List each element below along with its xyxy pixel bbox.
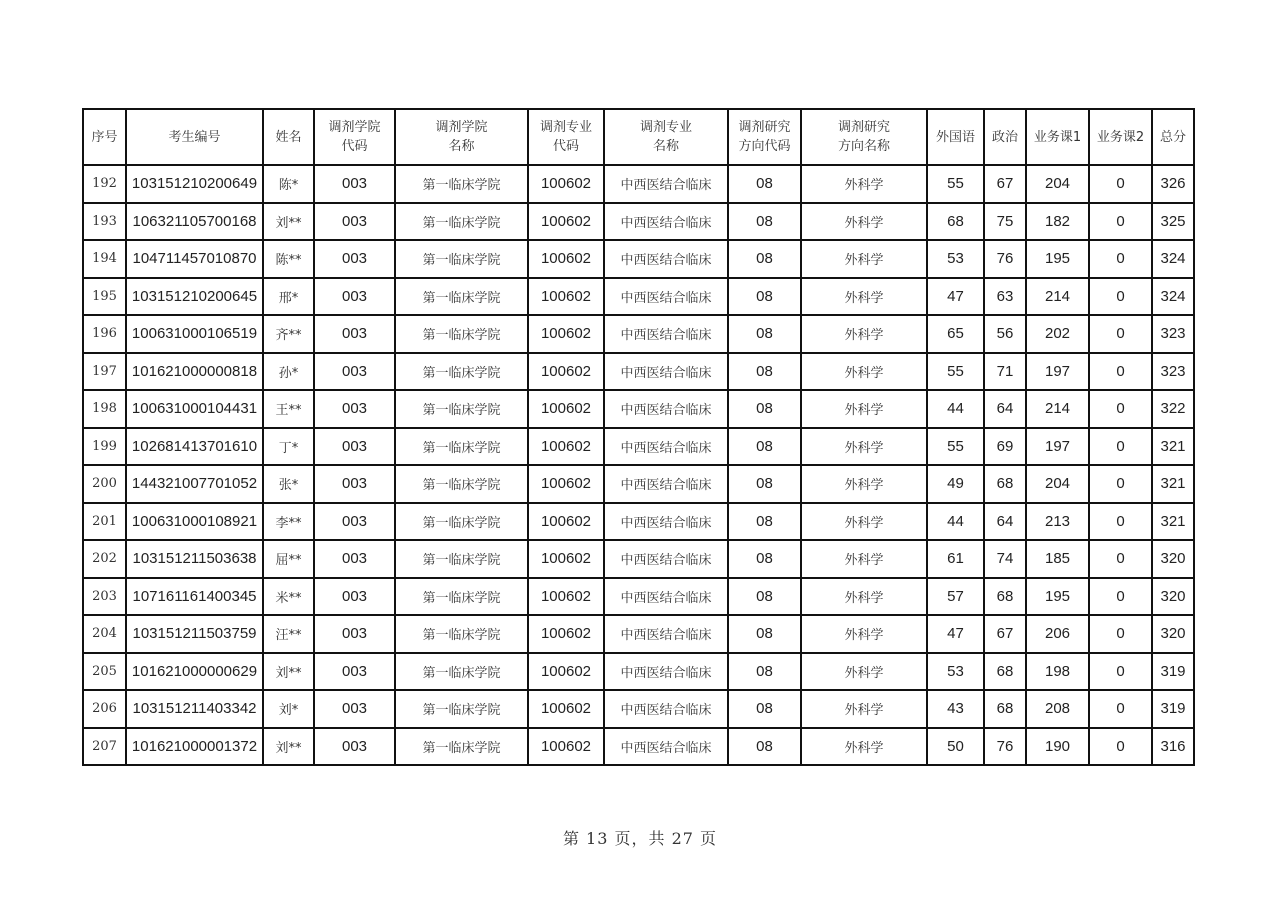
cell-direction-code: 08 [728, 503, 801, 541]
cell-exam-id: 100631000108921 [126, 503, 263, 541]
cell-subject-1: 204 [1026, 165, 1089, 203]
cell-politics: 68 [984, 690, 1026, 728]
cell-politics: 68 [984, 653, 1026, 691]
cell-major-code: 100602 [528, 203, 604, 241]
cell-major-code: 100602 [528, 728, 604, 766]
table-row [83, 653, 1194, 691]
cell-direction-code: 08 [728, 728, 801, 766]
table-row [83, 240, 1194, 278]
cell-subject-2: 0 [1089, 653, 1152, 691]
cell-direction-code: 08 [728, 615, 801, 653]
cell-exam-id: 101621000001372 [126, 728, 263, 766]
cell-direction-code: 08 [728, 390, 801, 428]
cell-direction-name: 外科学 [801, 465, 927, 503]
cell-subject-2: 0 [1089, 278, 1152, 316]
header-subject-1: 业务课1 [1026, 109, 1089, 165]
cell-foreign-language: 65 [927, 315, 984, 353]
header-major-name: 调剂专业 名称 [604, 109, 728, 165]
cell-college-code: 003 [314, 428, 395, 466]
cell-college-code: 003 [314, 578, 395, 616]
cell-seq: 193 [83, 203, 126, 241]
cell-total: 319 [1152, 690, 1194, 728]
cell-seq: 196 [83, 315, 126, 353]
cell-direction-name: 外科学 [801, 278, 927, 316]
cell-foreign-language: 47 [927, 278, 984, 316]
cell-major-code: 100602 [528, 390, 604, 428]
cell-name: 屈** [263, 540, 314, 578]
cell-subject-2: 0 [1089, 390, 1152, 428]
cell-seq: 207 [83, 728, 126, 766]
cell-college-name: 第一临床学院 [395, 578, 528, 616]
cell-direction-name: 外科学 [801, 615, 927, 653]
cell-direction-name: 外科学 [801, 315, 927, 353]
cell-major-name: 中西医结合临床 [604, 728, 728, 766]
cell-total: 321 [1152, 503, 1194, 541]
cell-total: 319 [1152, 653, 1194, 691]
cell-seq: 203 [83, 578, 126, 616]
cell-subject-1: 214 [1026, 390, 1089, 428]
cell-college-code: 003 [314, 278, 395, 316]
cell-foreign-language: 47 [927, 615, 984, 653]
cell-college-code: 003 [314, 728, 395, 766]
cell-direction-code: 08 [728, 240, 801, 278]
cell-subject-1: 197 [1026, 428, 1089, 466]
cell-direction-code: 08 [728, 540, 801, 578]
table-row [83, 353, 1194, 391]
table-row [83, 728, 1194, 766]
table-row [83, 390, 1194, 428]
cell-major-name: 中西医结合临床 [604, 428, 728, 466]
cell-total: 316 [1152, 728, 1194, 766]
cell-name: 齐** [263, 315, 314, 353]
cell-seq: 202 [83, 540, 126, 578]
cell-total: 324 [1152, 240, 1194, 278]
cell-name: 刘** [263, 203, 314, 241]
table-row [83, 503, 1194, 541]
cell-college-name: 第一临床学院 [395, 353, 528, 391]
cell-major-code: 100602 [528, 540, 604, 578]
table-body [83, 165, 1194, 765]
cell-college-code: 003 [314, 353, 395, 391]
cell-seq: 206 [83, 690, 126, 728]
cell-direction-code: 08 [728, 428, 801, 466]
cell-college-name: 第一临床学院 [395, 615, 528, 653]
cell-college-name: 第一临床学院 [395, 728, 528, 766]
cell-major-name: 中西医结合临床 [604, 465, 728, 503]
cell-total: 323 [1152, 353, 1194, 391]
cell-politics: 64 [984, 390, 1026, 428]
cell-total: 325 [1152, 203, 1194, 241]
header-exam-id: 考生编号 [126, 109, 263, 165]
cell-direction-name: 外科学 [801, 203, 927, 241]
cell-subject-1: 214 [1026, 278, 1089, 316]
table-row [83, 690, 1194, 728]
cell-direction-code: 08 [728, 315, 801, 353]
cell-foreign-language: 43 [927, 690, 984, 728]
table-row [83, 203, 1194, 241]
cell-direction-code: 08 [728, 690, 801, 728]
cell-college-name: 第一临床学院 [395, 165, 528, 203]
cell-foreign-language: 55 [927, 353, 984, 391]
cell-direction-name: 外科学 [801, 728, 927, 766]
cell-college-name: 第一临床学院 [395, 690, 528, 728]
cell-name: 王** [263, 390, 314, 428]
cell-major-name: 中西医结合临床 [604, 240, 728, 278]
cell-total: 322 [1152, 390, 1194, 428]
cell-seq: 199 [83, 428, 126, 466]
cell-name: 汪** [263, 615, 314, 653]
cell-name: 陈** [263, 240, 314, 278]
cell-college-name: 第一临床学院 [395, 653, 528, 691]
cell-name: 米** [263, 578, 314, 616]
cell-politics: 67 [984, 165, 1026, 203]
cell-exam-id: 103151210200645 [126, 278, 263, 316]
cell-major-name: 中西医结合临床 [604, 203, 728, 241]
cell-politics: 74 [984, 540, 1026, 578]
cell-direction-code: 08 [728, 653, 801, 691]
cell-major-code: 100602 [528, 315, 604, 353]
cell-college-name: 第一临床学院 [395, 503, 528, 541]
cell-college-name: 第一临床学院 [395, 278, 528, 316]
cell-exam-id: 103151211403342 [126, 690, 263, 728]
cell-name: 李** [263, 503, 314, 541]
page-number: 第 13 页，共 27 页 [562, 829, 718, 848]
header-direction-name: 调剂研究 方向名称 [801, 109, 927, 165]
cell-foreign-language: 44 [927, 503, 984, 541]
header-politics: 政治 [984, 109, 1026, 165]
cell-college-name: 第一临床学院 [395, 315, 528, 353]
cell-exam-id: 103151210200649 [126, 165, 263, 203]
table-row [83, 315, 1194, 353]
cell-subject-2: 0 [1089, 503, 1152, 541]
cell-college-name: 第一临床学院 [395, 240, 528, 278]
cell-foreign-language: 68 [927, 203, 984, 241]
cell-major-code: 100602 [528, 353, 604, 391]
cell-direction-code: 08 [728, 578, 801, 616]
cell-major-name: 中西医结合临床 [604, 503, 728, 541]
cell-seq: 197 [83, 353, 126, 391]
table-row [83, 615, 1194, 653]
cell-politics: 56 [984, 315, 1026, 353]
cell-college-name: 第一临床学院 [395, 465, 528, 503]
cell-major-name: 中西医结合临床 [604, 278, 728, 316]
cell-total: 326 [1152, 165, 1194, 203]
header-name: 姓名 [263, 109, 314, 165]
cell-direction-name: 外科学 [801, 240, 927, 278]
cell-college-code: 003 [314, 465, 395, 503]
cell-direction-code: 08 [728, 465, 801, 503]
cell-subject-1: 213 [1026, 503, 1089, 541]
cell-foreign-language: 49 [927, 465, 984, 503]
cell-direction-name: 外科学 [801, 653, 927, 691]
cell-college-code: 003 [314, 240, 395, 278]
cell-direction-code: 08 [728, 165, 801, 203]
header-foreign-language: 外国语 [927, 109, 984, 165]
admission-table [82, 108, 1195, 766]
cell-total: 323 [1152, 315, 1194, 353]
cell-direction-name: 外科学 [801, 353, 927, 391]
cell-politics: 76 [984, 240, 1026, 278]
cell-seq: 205 [83, 653, 126, 691]
cell-college-code: 003 [314, 690, 395, 728]
cell-exam-id: 106321105700168 [126, 203, 263, 241]
cell-foreign-language: 55 [927, 165, 984, 203]
cell-foreign-language: 53 [927, 240, 984, 278]
cell-college-name: 第一临床学院 [395, 203, 528, 241]
header-row [83, 109, 1194, 165]
cell-subject-2: 0 [1089, 240, 1152, 278]
cell-exam-id: 100631000106519 [126, 315, 263, 353]
cell-major-code: 100602 [528, 240, 604, 278]
cell-major-code: 100602 [528, 690, 604, 728]
cell-subject-2: 0 [1089, 690, 1152, 728]
cell-major-name: 中西医结合临床 [604, 165, 728, 203]
cell-college-code: 003 [314, 653, 395, 691]
cell-seq: 200 [83, 465, 126, 503]
header-subject-2: 业务课2 [1089, 109, 1152, 165]
header-total: 总分 [1152, 109, 1194, 165]
cell-politics: 68 [984, 578, 1026, 616]
cell-total: 320 [1152, 578, 1194, 616]
cell-subject-2: 0 [1089, 428, 1152, 466]
cell-major-name: 中西医结合临床 [604, 690, 728, 728]
cell-major-code: 100602 [528, 578, 604, 616]
table-row [83, 278, 1194, 316]
cell-name: 邢* [263, 278, 314, 316]
cell-college-code: 003 [314, 315, 395, 353]
cell-total: 320 [1152, 615, 1194, 653]
cell-name: 刘** [263, 653, 314, 691]
cell-politics: 63 [984, 278, 1026, 316]
cell-exam-id: 101621000000629 [126, 653, 263, 691]
cell-subject-1: 195 [1026, 240, 1089, 278]
cell-college-name: 第一临床学院 [395, 390, 528, 428]
cell-politics: 75 [984, 203, 1026, 241]
cell-direction-name: 外科学 [801, 390, 927, 428]
cell-subject-2: 0 [1089, 578, 1152, 616]
cell-major-name: 中西医结合临床 [604, 578, 728, 616]
cell-direction-code: 08 [728, 278, 801, 316]
cell-major-name: 中西医结合临床 [604, 315, 728, 353]
cell-direction-name: 外科学 [801, 540, 927, 578]
cell-exam-id: 104711457010870 [126, 240, 263, 278]
cell-direction-code: 08 [728, 203, 801, 241]
cell-politics: 64 [984, 503, 1026, 541]
cell-subject-1: 190 [1026, 728, 1089, 766]
cell-politics: 68 [984, 465, 1026, 503]
cell-subject-1: 182 [1026, 203, 1089, 241]
cell-subject-2: 0 [1089, 540, 1152, 578]
cell-subject-2: 0 [1089, 465, 1152, 503]
cell-major-code: 100602 [528, 165, 604, 203]
header-direction-code: 调剂研究 方向代码 [728, 109, 801, 165]
cell-exam-id: 101621000000818 [126, 353, 263, 391]
cell-total: 320 [1152, 540, 1194, 578]
cell-foreign-language: 61 [927, 540, 984, 578]
table-header [83, 109, 1194, 165]
cell-exam-id: 107161161400345 [126, 578, 263, 616]
cell-name: 刘* [263, 690, 314, 728]
cell-name: 张* [263, 465, 314, 503]
cell-subject-1: 197 [1026, 353, 1089, 391]
cell-subject-2: 0 [1089, 203, 1152, 241]
cell-major-code: 100602 [528, 653, 604, 691]
header-major-code: 调剂专业 代码 [528, 109, 604, 165]
cell-direction-name: 外科学 [801, 428, 927, 466]
table-row [83, 465, 1194, 503]
cell-total: 321 [1152, 428, 1194, 466]
header-seq: 序号 [83, 109, 126, 165]
cell-subject-1: 195 [1026, 578, 1089, 616]
table-row [83, 165, 1194, 203]
table-row [83, 540, 1194, 578]
cell-college-code: 003 [314, 165, 395, 203]
cell-seq: 201 [83, 503, 126, 541]
cell-foreign-language: 55 [927, 428, 984, 466]
cell-major-code: 100602 [528, 465, 604, 503]
cell-subject-2: 0 [1089, 615, 1152, 653]
cell-exam-id: 100631000104431 [126, 390, 263, 428]
cell-major-code: 100602 [528, 278, 604, 316]
cell-seq: 204 [83, 615, 126, 653]
cell-seq: 192 [83, 165, 126, 203]
cell-college-code: 003 [314, 203, 395, 241]
cell-subject-2: 0 [1089, 165, 1152, 203]
cell-subject-1: 185 [1026, 540, 1089, 578]
cell-college-code: 003 [314, 503, 395, 541]
cell-direction-name: 外科学 [801, 165, 927, 203]
cell-seq: 194 [83, 240, 126, 278]
cell-major-name: 中西医结合临床 [604, 540, 728, 578]
cell-politics: 67 [984, 615, 1026, 653]
cell-direction-name: 外科学 [801, 578, 927, 616]
cell-direction-name: 外科学 [801, 503, 927, 541]
cell-major-code: 100602 [528, 615, 604, 653]
cell-politics: 69 [984, 428, 1026, 466]
cell-exam-id: 103151211503638 [126, 540, 263, 578]
cell-subject-2: 0 [1089, 728, 1152, 766]
cell-direction-code: 08 [728, 353, 801, 391]
cell-major-code: 100602 [528, 503, 604, 541]
cell-foreign-language: 53 [927, 653, 984, 691]
cell-politics: 71 [984, 353, 1026, 391]
cell-foreign-language: 44 [927, 390, 984, 428]
cell-foreign-language: 50 [927, 728, 984, 766]
cell-seq: 198 [83, 390, 126, 428]
table-row [83, 578, 1194, 616]
cell-total: 324 [1152, 278, 1194, 316]
cell-total: 321 [1152, 465, 1194, 503]
cell-college-code: 003 [314, 615, 395, 653]
cell-major-code: 100602 [528, 428, 604, 466]
cell-major-name: 中西医结合临床 [604, 390, 728, 428]
cell-subject-2: 0 [1089, 353, 1152, 391]
cell-subject-1: 198 [1026, 653, 1089, 691]
cell-college-name: 第一临床学院 [395, 540, 528, 578]
cell-subject-1: 208 [1026, 690, 1089, 728]
cell-major-name: 中西医结合临床 [604, 353, 728, 391]
cell-name: 孙* [263, 353, 314, 391]
cell-direction-name: 外科学 [801, 690, 927, 728]
cell-subject-2: 0 [1089, 315, 1152, 353]
cell-name: 陈* [263, 165, 314, 203]
cell-foreign-language: 57 [927, 578, 984, 616]
cell-subject-1: 204 [1026, 465, 1089, 503]
cell-college-code: 003 [314, 390, 395, 428]
cell-name: 刘** [263, 728, 314, 766]
cell-college-code: 003 [314, 540, 395, 578]
header-college-name: 调剂学院 名称 [395, 109, 528, 165]
cell-subject-1: 202 [1026, 315, 1089, 353]
cell-subject-1: 206 [1026, 615, 1089, 653]
cell-major-name: 中西医结合临床 [604, 653, 728, 691]
cell-exam-id: 102681413701610 [126, 428, 263, 466]
cell-seq: 195 [83, 278, 126, 316]
cell-major-name: 中西医结合临床 [604, 615, 728, 653]
cell-exam-id: 144321007701052 [126, 465, 263, 503]
cell-name: 丁* [263, 428, 314, 466]
cell-exam-id: 103151211503759 [126, 615, 263, 653]
cell-politics: 76 [984, 728, 1026, 766]
table-row [83, 428, 1194, 466]
cell-college-name: 第一临床学院 [395, 428, 528, 466]
header-college-code: 调剂学院 代码 [314, 109, 395, 165]
